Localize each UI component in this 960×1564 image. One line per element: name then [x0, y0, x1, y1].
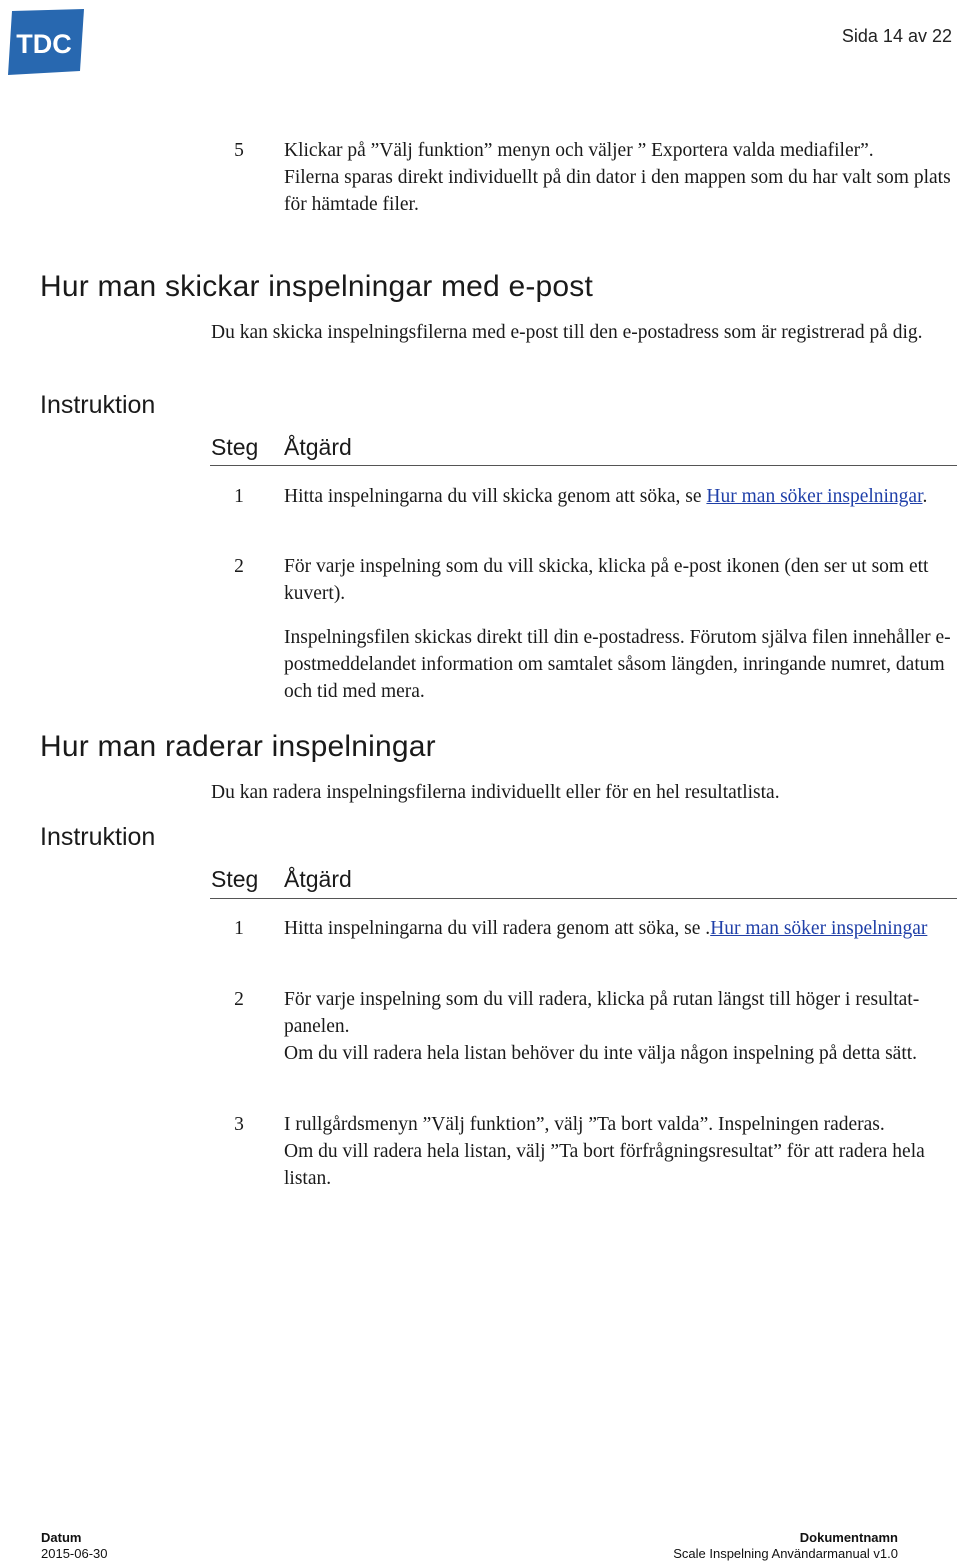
page-number: Sida 14 av 22 [841, 26, 952, 46]
footer-doc-value: Scale Inspelning Användarmanual v1.0 [673, 1546, 898, 1561]
step-number: 1 [234, 918, 244, 939]
step-text: För varje inspelning som du vill radera, klicka på rutan längst till höger i resultat-panelen. Om du vill radera hela listan behöver du inte välja någon inspelning på detta sätt. [284, 989, 920, 1064]
section-intro: Du kan radera inspelningsfilerna individuellt eller för en hel resultatlista. [211, 782, 780, 803]
step-number: 3 [234, 1114, 244, 1135]
tdc-logo [4, 7, 86, 77]
column-header-action: Åtgärd [284, 434, 352, 460]
footer-date-value: 2015-06-30 [41, 1546, 108, 1561]
table-divider [210, 465, 957, 466]
step-number: 5 [234, 140, 244, 161]
column-header-action: Åtgärd [284, 866, 352, 892]
table-divider [210, 898, 957, 899]
search-recordings-link[interactable]: Hur man söker inspelningar [710, 918, 928, 939]
instruction-label: Instruktion [40, 823, 156, 851]
step-text: Klickar på ”Välj funktion” menyn och väljer ” Exportera valda mediafiler”. Filerna sparas direkt individuellt på din dator i den mappen som du har valt som plats för hämtade filer. [284, 140, 951, 215]
step-text: Hitta inspelningarna du vill skicka genom att söka, se Hur man söker inspelningar. [284, 486, 928, 507]
section-heading-delete: Hur man raderar inspelningar [40, 730, 436, 763]
step-number: 1 [234, 486, 244, 507]
step-note: Inspelningsfilen skickas direkt till din e-postadress. Förutom själva filen innehåller e-postmeddelandet information om samtalet såsom längden, inringande numret, datum och tid med mera. [284, 627, 951, 702]
column-header-step: Steg [211, 866, 259, 892]
footer-doc-label: Dokumentnamn [799, 1530, 898, 1545]
footer-date-label: Datum [41, 1530, 82, 1545]
step-text: För varje inspelning som du vill skicka, klicka på e-post ikonen (den ser ut som ett kuvert). [284, 556, 929, 604]
step-text: Hitta inspelningarna du vill radera genom att söka, se .Hur man söker inspelningar [284, 918, 928, 939]
step-number: 2 [234, 556, 244, 577]
instruction-label: Instruktion [40, 391, 156, 419]
section-intro: Du kan skicka inspelningsfilerna med e-post till den e-postadress som är registrerad på dig. [211, 322, 923, 343]
logo-text: TDC [16, 29, 72, 59]
step-number: 2 [234, 989, 244, 1010]
column-header-step: Steg [211, 434, 259, 460]
step-text: I rullgårdsmenyn ”Välj funktion”, välj ”Ta bort valda”. Inspelningen raderas. Om du vill radera hela listan, välj ”Ta bort förfrågningsresultat” för att radera hela listan. [284, 1114, 925, 1189]
section-heading-email: Hur man skickar inspelningar med e-post [40, 270, 594, 303]
search-recordings-link[interactable]: Hur man söker inspelningar [706, 486, 923, 507]
